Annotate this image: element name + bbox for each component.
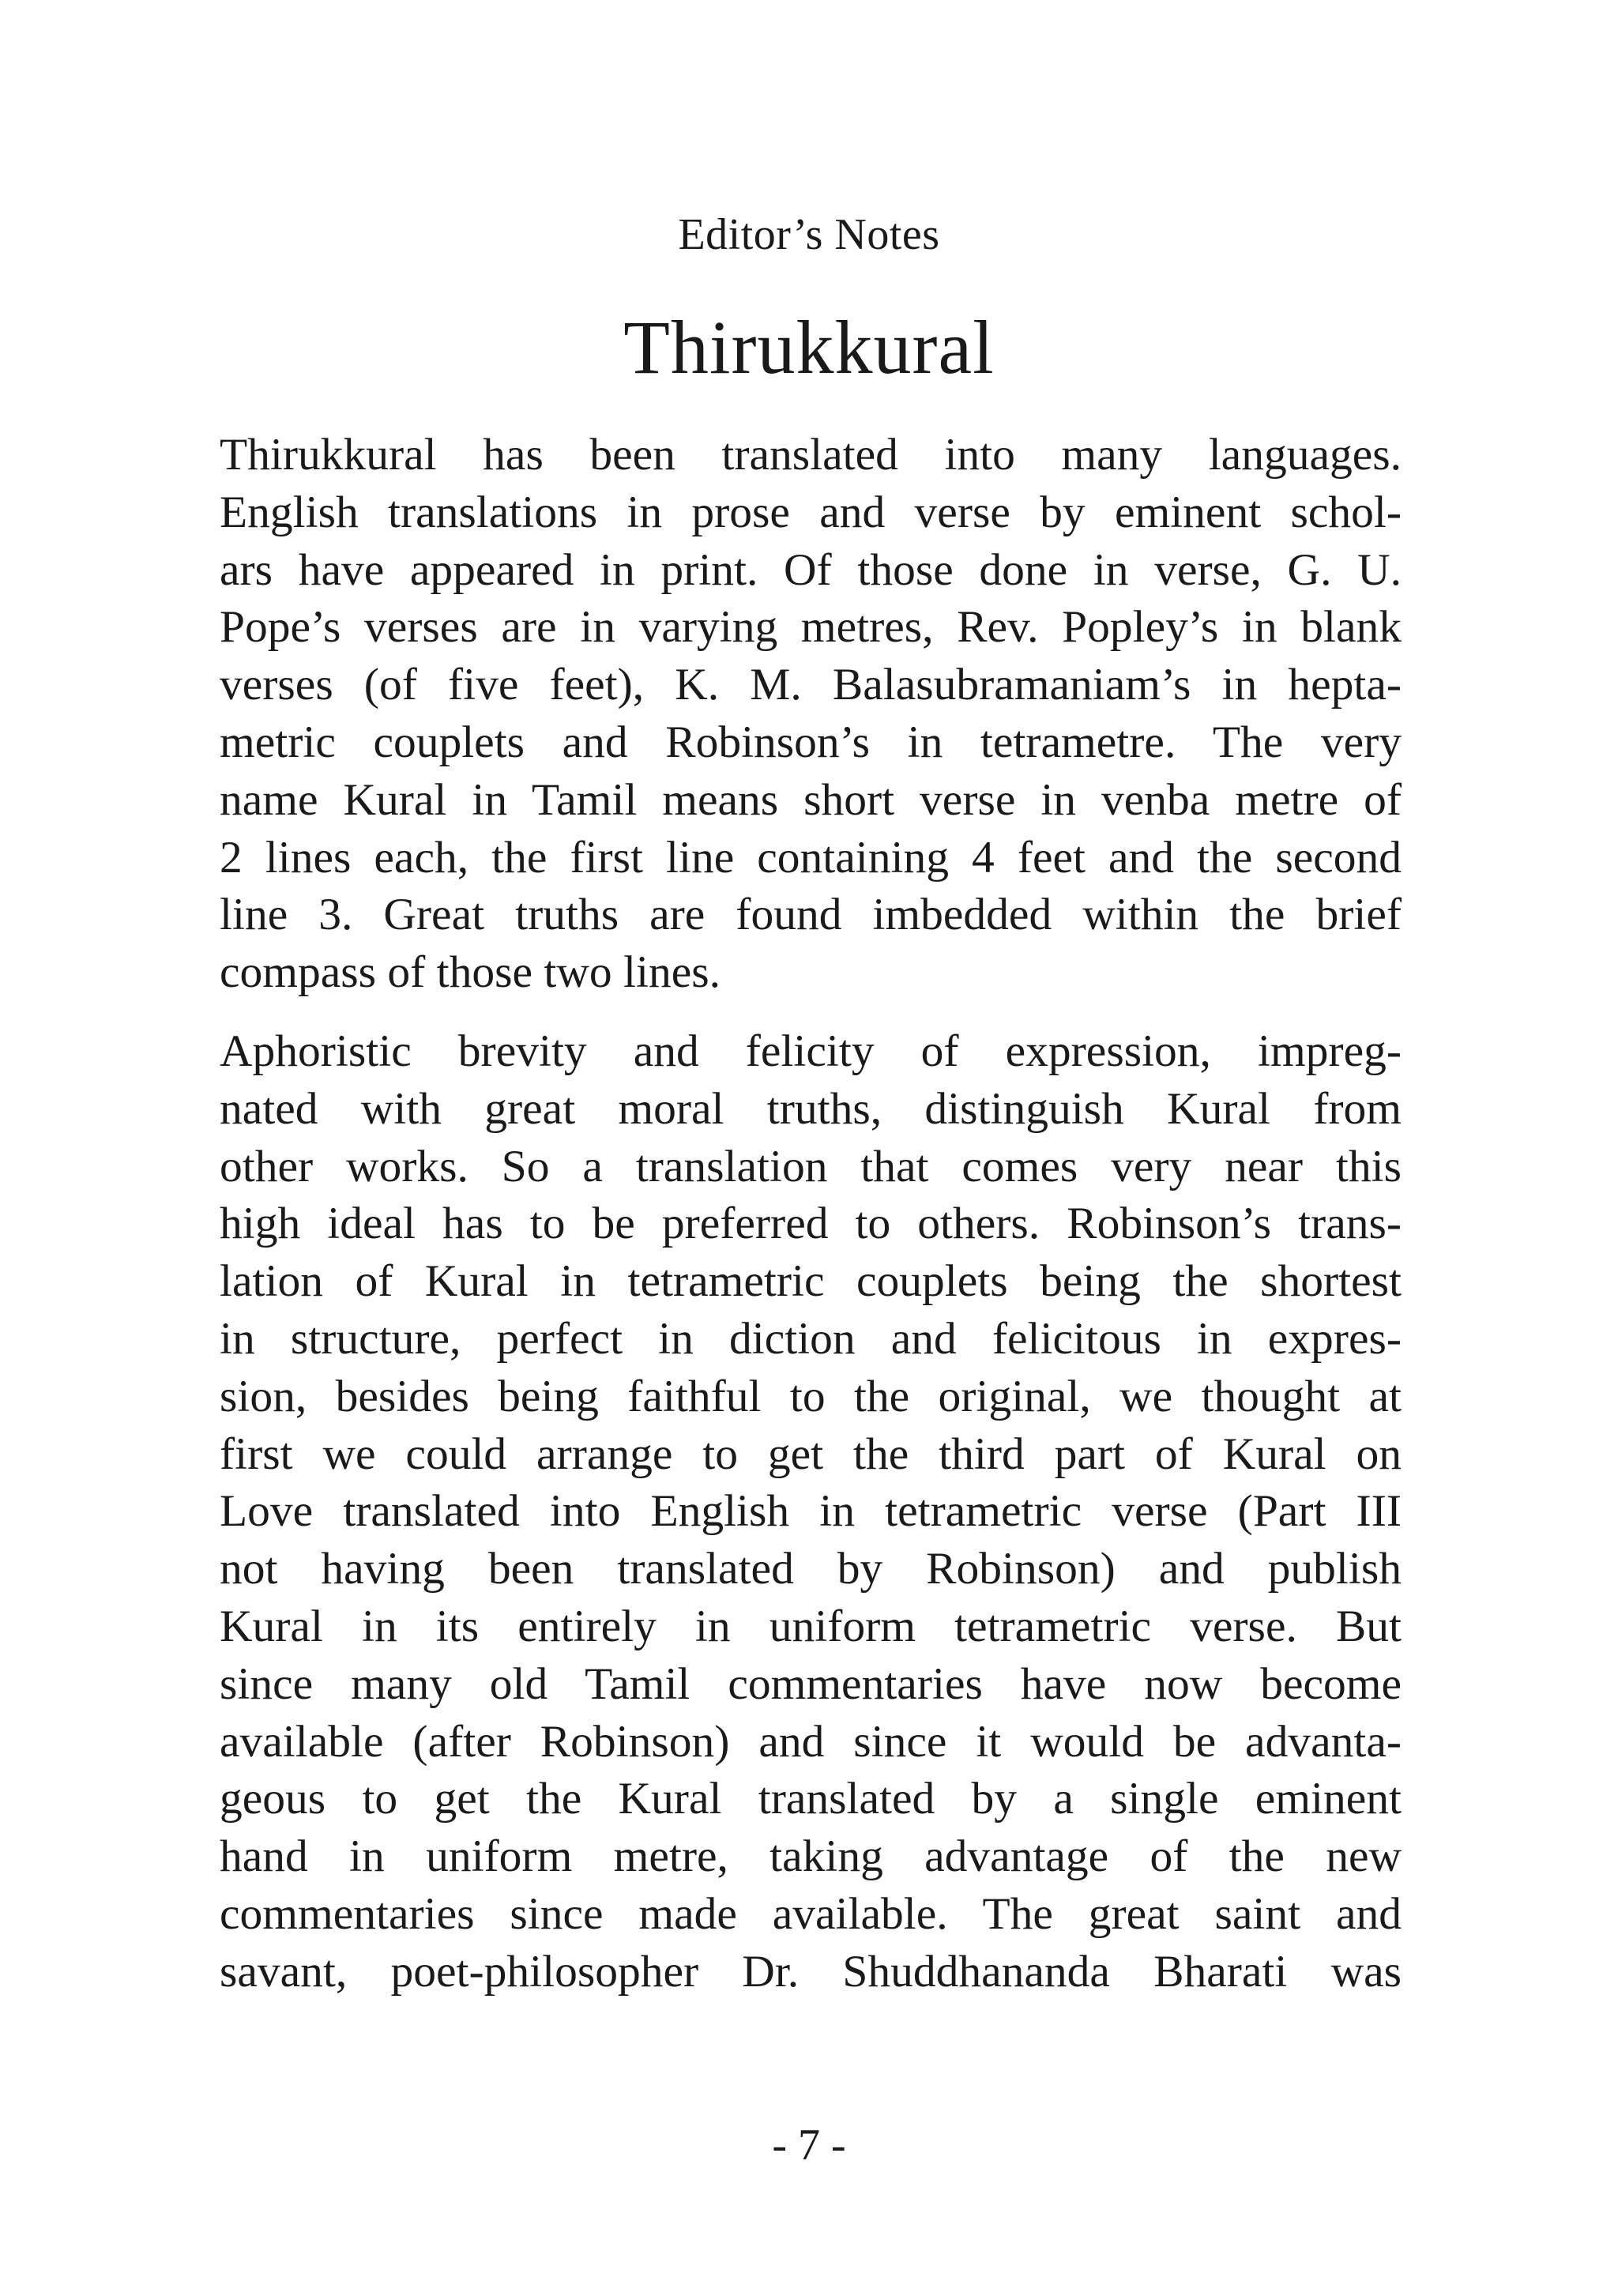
text-line: metric couplets and Robinson’s in tetrametre. The very <box>220 717 1402 767</box>
text-line: Love translated into English in tetrametric verse (Part III <box>220 1486 1402 1537</box>
text-line: Aphoristic brevity and felicity of expression, impreg- <box>220 1026 1402 1076</box>
text-line: name Kural in Tamil means short verse in venba metre of <box>220 774 1402 825</box>
text-line: lation of Kural in tetrametric couplets being the shortest <box>220 1256 1402 1307</box>
text-line: other works. So a translation that comes very near this <box>220 1141 1402 1191</box>
paragraph <box>220 427 1402 1002</box>
text-line: ars have appeared in print. Of those done in verse, G. U. <box>220 544 1402 595</box>
text-line: savant, poet-philosopher Dr. Shuddhananda Bharati was <box>220 1946 1402 1997</box>
text-line: hand in uniform metre, taking advantage of the new <box>220 1831 1402 1882</box>
text-line: Pope’s verses are in varying metres, Rev. Popley’s in blank <box>220 602 1402 653</box>
text-line: since many old Tamil commentaries have now become <box>220 1658 1402 1709</box>
section-label: Editor’s Notes <box>678 210 940 259</box>
page-number: - 7 - <box>772 2121 846 2170</box>
text-line: compass of those two lines. <box>220 947 721 998</box>
text-line: available (after Robinson) and since it would be advanta- <box>220 1716 1402 1767</box>
text-line: geous to get the Kural translated by a single eminent <box>220 1774 1402 1824</box>
text-line: nated with great moral truths, distinguish Kural from <box>220 1083 1402 1134</box>
body-text <box>220 427 1402 2023</box>
text-line: verses (of five feet), K. M. Balasubramaniam’s in hepta- <box>220 660 1402 710</box>
text-line: in structure, perfect in diction and felicitous in expres- <box>220 1313 1402 1364</box>
text-line: first we could arrange to get the third part of Kural on <box>220 1428 1402 1479</box>
page-title: Thirukkural <box>623 305 995 390</box>
text-line: Kural in its entirely in uniform tetrametric verse. But <box>220 1601 1402 1651</box>
text-line: 2 lines each, the first line containing 4 feet and the second <box>220 832 1402 883</box>
text-line: commentaries since made available. The great saint and <box>220 1888 1402 1939</box>
text-line: English translations in prose and verse by eminent schol- <box>220 487 1402 537</box>
text-line: sion, besides being faithful to the original, we thought at <box>220 1371 1402 1421</box>
paragraph <box>220 1023 1402 2001</box>
text-line: not having been translated by Robinson) and publish <box>220 1544 1402 1594</box>
text-line: Thirukkural has been translated into many languages. <box>220 430 1402 480</box>
text-line: high ideal has to be preferred to others. Robinson’s trans- <box>220 1199 1402 1249</box>
text-line: line 3. Great truths are found imbedded within the brief <box>220 890 1402 940</box>
